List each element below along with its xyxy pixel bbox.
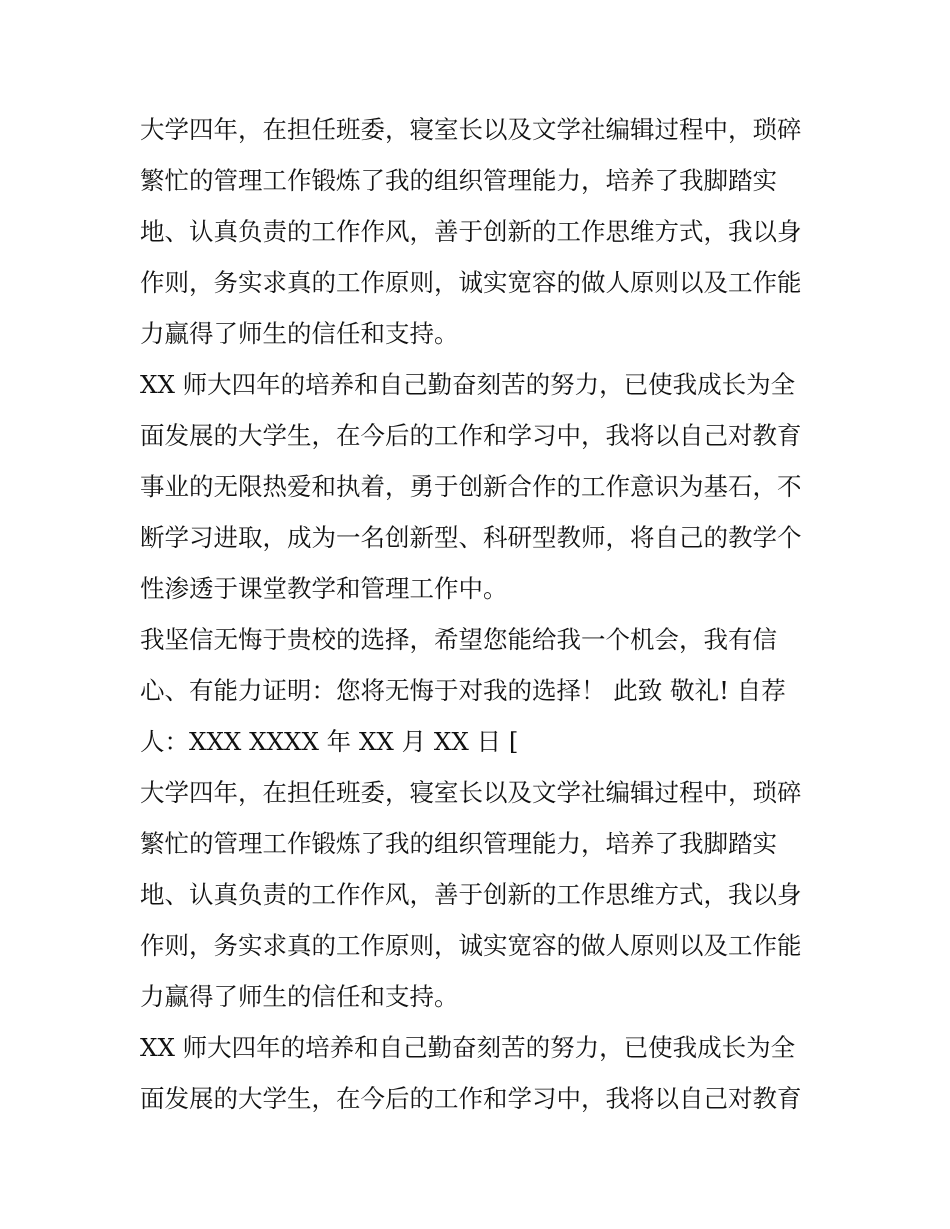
text-line: XX 师大四年的培养和自己勤奋刻苦的努力，已使我成长为全 <box>140 370 796 399</box>
body-text <box>140 104 820 1124</box>
text-line: 地、认真负责的工作作风，善于创新的工作思维方式，我以身 <box>140 217 802 246</box>
text-line: 力赢得了师生的信任和支持。 <box>140 319 459 348</box>
text-line: 心、有能力证明：您将无悔于对我的选择！ 此致 敬礼! 自荐 <box>140 676 786 705</box>
text-line: 人：XXX XXXX 年 XX 月 XX 日 [ <box>140 727 519 756</box>
text-line: 繁忙的管理工作锻炼了我的组织管理能力，培养了我脚踏实 <box>140 829 777 858</box>
text-line: 地、认真负责的工作作风，善于创新的工作思维方式，我以身 <box>140 880 802 909</box>
text-line: XX 师大四年的培养和自己勤奋刻苦的努力，已使我成长为全 <box>140 1033 796 1062</box>
text-line: 事业的无限热爱和执着，勇于创新合作的工作意识为基石，不 <box>140 472 802 501</box>
text-line: 断学习进取，成为一名创新型、科研型教师，将自己的教学个 <box>140 523 802 552</box>
text-line: 面发展的大学生，在今后的工作和学习中，我将以自己对教育 <box>140 1084 802 1113</box>
text-line: 大学四年，在担任班委，寝室长以及文学社编辑过程中，琐碎 <box>140 778 802 807</box>
text-line: 性渗透于课堂教学和管理工作中。 <box>140 574 508 603</box>
text-line: 面发展的大学生，在今后的工作和学习中，我将以自己对教育 <box>140 421 802 450</box>
text-line: 我坚信无悔于贵校的选择，希望您能给我一个机会，我有信 <box>140 625 777 654</box>
text-line: 大学四年，在担任班委，寝室长以及文学社编辑过程中，琐碎 <box>140 115 802 144</box>
text-line: 繁忙的管理工作锻炼了我的组织管理能力，培养了我脚踏实 <box>140 166 777 195</box>
text-line: 作则，务实求真的工作原则，诚实宽容的做人原则以及工作能 <box>140 268 802 297</box>
text-line: 力赢得了师生的信任和支持。 <box>140 982 459 1011</box>
text-line: 作则，务实求真的工作原则，诚实宽容的做人原则以及工作能 <box>140 931 802 960</box>
